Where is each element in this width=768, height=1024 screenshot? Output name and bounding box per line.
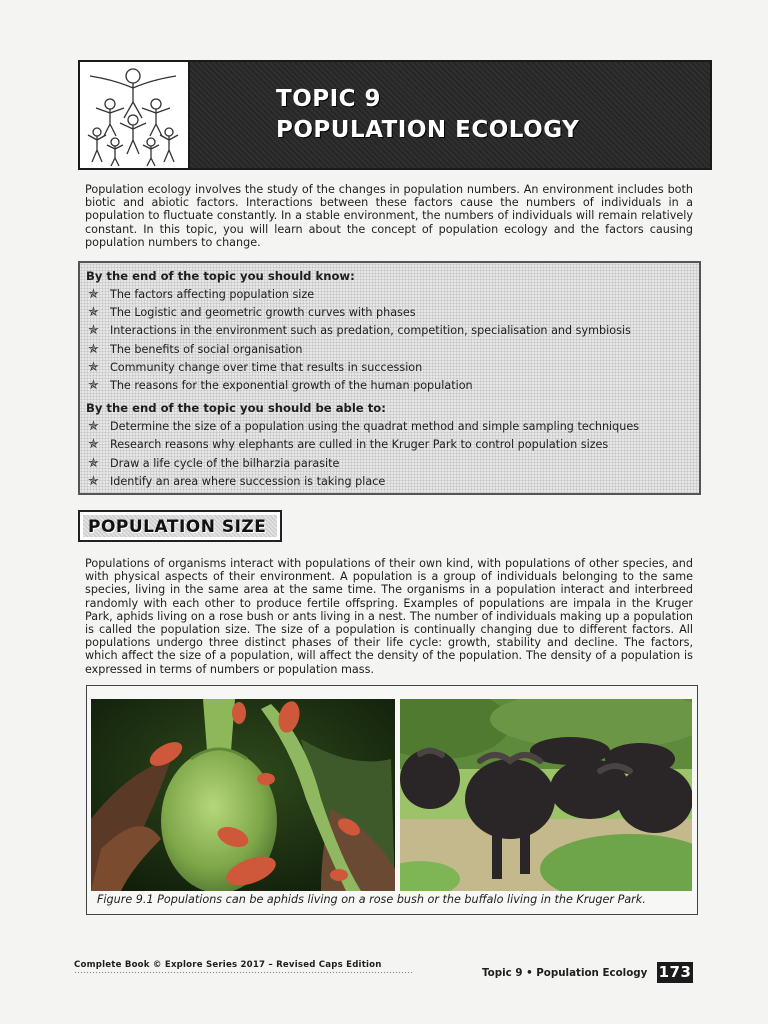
footer-left-text: Complete Book © Explore Series 2017 – Revised Caps Edition <box>74 960 382 970</box>
aphids-on-rose-bud-photo <box>91 699 395 891</box>
buffalo-herd-photo <box>400 699 692 891</box>
list-item: ✯ Determine the size of a population using the quadrat method and simple sampling techniques <box>86 418 693 436</box>
footer-copyright <box>74 960 382 970</box>
topic-title: POPULATION ECOLOGY <box>276 117 580 143</box>
figure-9-1 <box>86 685 698 915</box>
star-icon: ✯ <box>88 287 99 302</box>
able-heading: By the end of the topic you should be able to: <box>86 401 386 416</box>
topic-number: TOPIC 9 <box>276 86 382 112</box>
star-icon: ✯ <box>88 419 99 435</box>
star-icon: ✯ <box>88 323 99 339</box>
list-item: ✯ The Logistic and geometric growth curves with phases <box>86 304 693 322</box>
able-list <box>86 418 693 491</box>
page-number: 173 <box>658 963 692 981</box>
star-icon: ✯ <box>88 437 99 453</box>
list-item: ✯ The reasons for the exponential growth of the human population <box>86 377 693 395</box>
figure-caption: Figure 9.1 Populations can be aphids living on a rose bush or the buffalo living in the Kruger Park. <box>97 893 646 906</box>
section-heading <box>78 510 282 542</box>
list-item: ✯ Community change over time that results in succession <box>86 359 693 377</box>
list-item: ✯ Draw a life cycle of the bilharzia parasite <box>86 455 693 473</box>
list-item: ✯ Interactions in the environment such as predation, competition, specialisation and symbiosis <box>86 322 693 340</box>
section-title: POPULATION SIZE <box>88 517 267 537</box>
people-figures-icon <box>80 62 190 168</box>
know-heading: By the end of the topic you should know: <box>86 269 355 283</box>
star-icon: ✯ <box>88 305 99 321</box>
population-size-paragraph: Populations of organisms interact with populations of their own kind, with populations of other species, and with physical aspects of their environment. A population is a group of individuals belonging to the same species, living in the same area at the same time. The organisms in a population interact and interbreed randomly with each other to produce fertile offspring. Examples of populations are impala in the Kruger Park, aphids living on a rose bush or ants living in a nest. The number of individuals making up a population is called the population size. The size of a population is continually changing due to different factors. All populations undergo three distinct phases of their life cycle: growth, stability and decline. The factors, which affect the size of a population, will affect the density of the population. The density of a population is expressed in terms of numbers or population mass. <box>85 557 693 676</box>
learning-outcomes-box <box>78 261 701 495</box>
star-icon: ✯ <box>88 341 99 357</box>
topic-banner <box>78 60 712 170</box>
list-item: ✯ The benefits of social organisation <box>86 341 693 359</box>
know-list <box>86 286 693 395</box>
star-icon: ✯ <box>88 377 99 393</box>
star-icon: ✯ <box>88 473 99 489</box>
list-item: ✯ Research reasons why elephants are culled in the Kruger Park to control population sizes <box>86 436 693 454</box>
list-item: ✯ The factors affecting population size <box>86 286 693 304</box>
footer-topic: Topic 9 • Population Ecology <box>482 967 648 979</box>
star-icon: ✯ <box>88 455 99 471</box>
banner-title-area <box>190 62 710 168</box>
list-item: ✯ Identify an area where succession is taking place <box>86 473 693 491</box>
star-icon: ✯ <box>88 359 99 375</box>
intro-paragraph: Population ecology involves the study of the changes in population numbers. An environment includes both biotic and abiotic factors. Interactions between these factors cause the numbers of individuals in a population to fluctuate constantly. In a stable environment, the numbers of individuals will remain relatively constant. In this topic, you will learn about the concept of population ecology and the factors causing population numbers to change. <box>85 183 693 249</box>
